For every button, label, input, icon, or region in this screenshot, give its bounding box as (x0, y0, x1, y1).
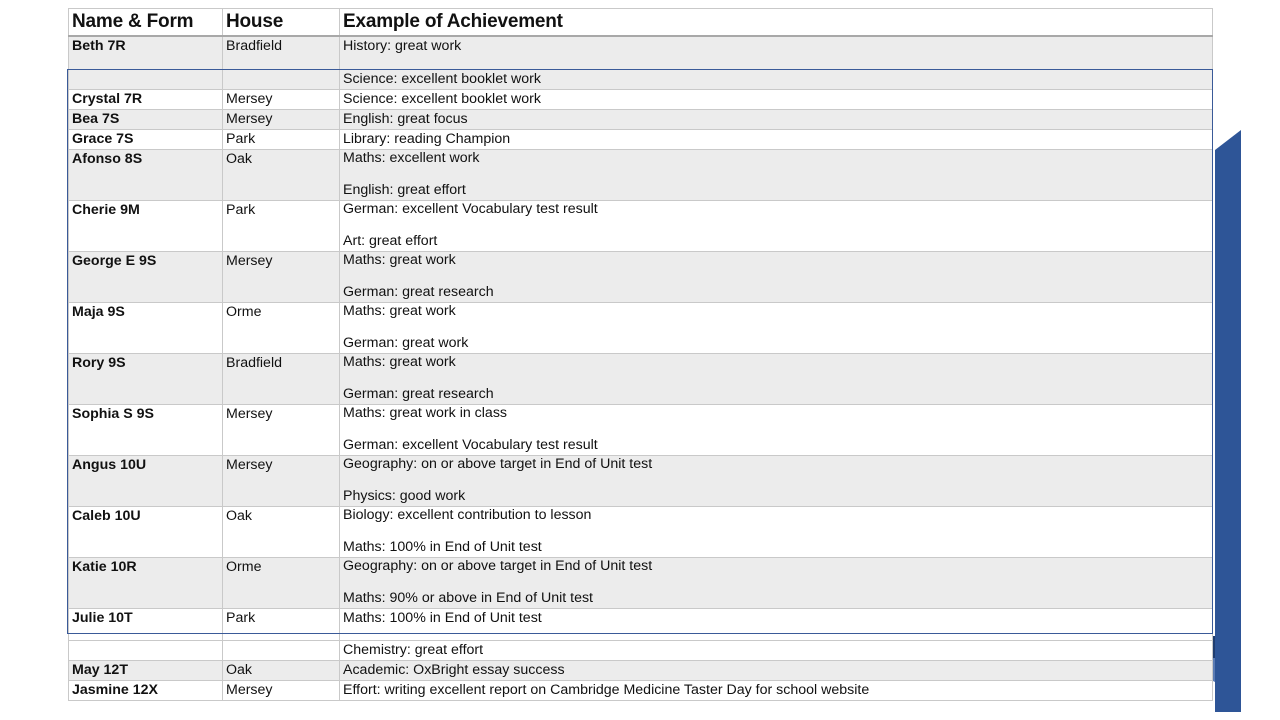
achievement-text: German: great research (343, 385, 494, 402)
achievement-cell (340, 149, 1213, 200)
student-name: Caleb 10U (69, 506, 223, 557)
table-row (69, 660, 1213, 680)
achievement-text: Maths: 90% or above in End of Unit test (343, 589, 593, 606)
achievement-cell (340, 251, 1213, 302)
student-house: Park (223, 608, 340, 640)
table-row (69, 36, 1213, 69)
student-house: Mersey (223, 404, 340, 455)
student-name: May 12T (69, 660, 223, 680)
table-row (69, 404, 1213, 455)
student-house: Park (223, 129, 340, 149)
achievement-text: Academic: OxBright essay success (340, 660, 1213, 680)
achievement-text: Science: excellent booklet work (340, 89, 1213, 109)
student-house: Mersey (223, 89, 340, 109)
student-name: Crystal 7R (69, 89, 223, 109)
table-row (69, 251, 1213, 302)
achievement-text: Maths: great work in class (343, 404, 508, 421)
achievement-text: Library: reading Champion (340, 129, 1213, 149)
student-name: Angus 10U (69, 455, 223, 506)
slide-accent-bar-cap (1215, 130, 1241, 150)
achievement-cell (340, 557, 1213, 608)
header-name-form: Name & Form (69, 9, 223, 37)
table-row (69, 109, 1213, 129)
achievement-text: English: great focus (340, 109, 1213, 129)
student-name: Jasmine 12X (69, 680, 223, 700)
slide-accent-bar (1215, 130, 1241, 712)
student-name: Cherie 9M (69, 200, 223, 251)
achievement-text: Maths: 100% in End of Unit test (343, 538, 542, 555)
student-house: Orme (223, 302, 340, 353)
achievement-text: Maths: great work (343, 302, 456, 319)
achievement-text: Maths: 100% in End of Unit test (340, 608, 1213, 640)
achievement-cell (340, 455, 1213, 506)
table-row (69, 557, 1213, 608)
achievement-text: Chemistry: great effort (340, 640, 1213, 660)
student-house: Mersey (223, 455, 340, 506)
achievement-text: German: excellent Vocabulary test result (343, 200, 598, 217)
student-house: Park (223, 200, 340, 251)
student-house: Oak (223, 660, 340, 680)
student-name: Bea 7S (69, 109, 223, 129)
achievement-text: German: great work (343, 334, 469, 351)
student-name (69, 69, 223, 89)
table-row (69, 640, 1213, 660)
achievement-text: Biology: excellent contribution to lesson (343, 506, 592, 523)
student-house: Oak (223, 506, 340, 557)
table-row (69, 455, 1213, 506)
achievement-text: History: great work (340, 36, 1213, 69)
student-name: Grace 7S (69, 129, 223, 149)
achievement-text: German: great research (343, 283, 494, 300)
student-name: Rory 9S (69, 353, 223, 404)
student-house: Bradfield (223, 36, 340, 69)
table-row (69, 89, 1213, 109)
achievement-text: Geography: on or above target in End of Unit test (343, 455, 653, 472)
table-row (69, 608, 1213, 640)
student-house: Oak (223, 149, 340, 200)
achievement-text: Science: excellent booklet work (340, 69, 1213, 89)
achievement-cell (340, 200, 1213, 251)
student-house: Mersey (223, 680, 340, 700)
achievement-text: German: excellent Vocabulary test result (343, 436, 598, 453)
table-row (69, 353, 1213, 404)
student-house: Bradfield (223, 353, 340, 404)
achievement-text: Art: great effort (343, 232, 438, 249)
achievement-text: Maths: great work (343, 353, 456, 370)
table-row (69, 149, 1213, 200)
student-house: Mersey (223, 109, 340, 129)
student-house (223, 640, 340, 660)
achievement-text: Maths: great work (343, 251, 456, 268)
student-name: Maja 9S (69, 302, 223, 353)
table-row (69, 302, 1213, 353)
table-row (69, 129, 1213, 149)
table-row (69, 680, 1213, 700)
table-row (69, 200, 1213, 251)
header-achievement: Example of Achievement (340, 9, 1213, 37)
header-house: House (223, 9, 340, 37)
achievement-text: Physics: good work (343, 487, 466, 504)
achievement-cell (340, 404, 1213, 455)
student-name: Sophia S 9S (69, 404, 223, 455)
achievement-text: Effort: writing excellent report on Cambridge Medicine Taster Day for school website (340, 680, 1213, 700)
student-name: Katie 10R (69, 557, 223, 608)
table-row (69, 69, 1213, 89)
table-row (69, 506, 1213, 557)
achievement-text: Maths: excellent work (343, 149, 480, 166)
student-house: Mersey (223, 251, 340, 302)
table-header-row (69, 9, 1213, 37)
student-name: Afonso 8S (69, 149, 223, 200)
achievement-text: English: great effort (343, 181, 466, 198)
achievement-cell (340, 353, 1213, 404)
student-name: Julie 10T (69, 608, 223, 640)
achievement-text: Geography: on or above target in End of Unit test (343, 557, 653, 574)
achievement-table (68, 8, 1213, 701)
student-house: Orme (223, 557, 340, 608)
student-house (223, 69, 340, 89)
student-name (69, 640, 223, 660)
student-name: George E 9S (69, 251, 223, 302)
student-name: Beth 7R (69, 36, 223, 69)
achievement-cell (340, 302, 1213, 353)
achievement-cell (340, 506, 1213, 557)
